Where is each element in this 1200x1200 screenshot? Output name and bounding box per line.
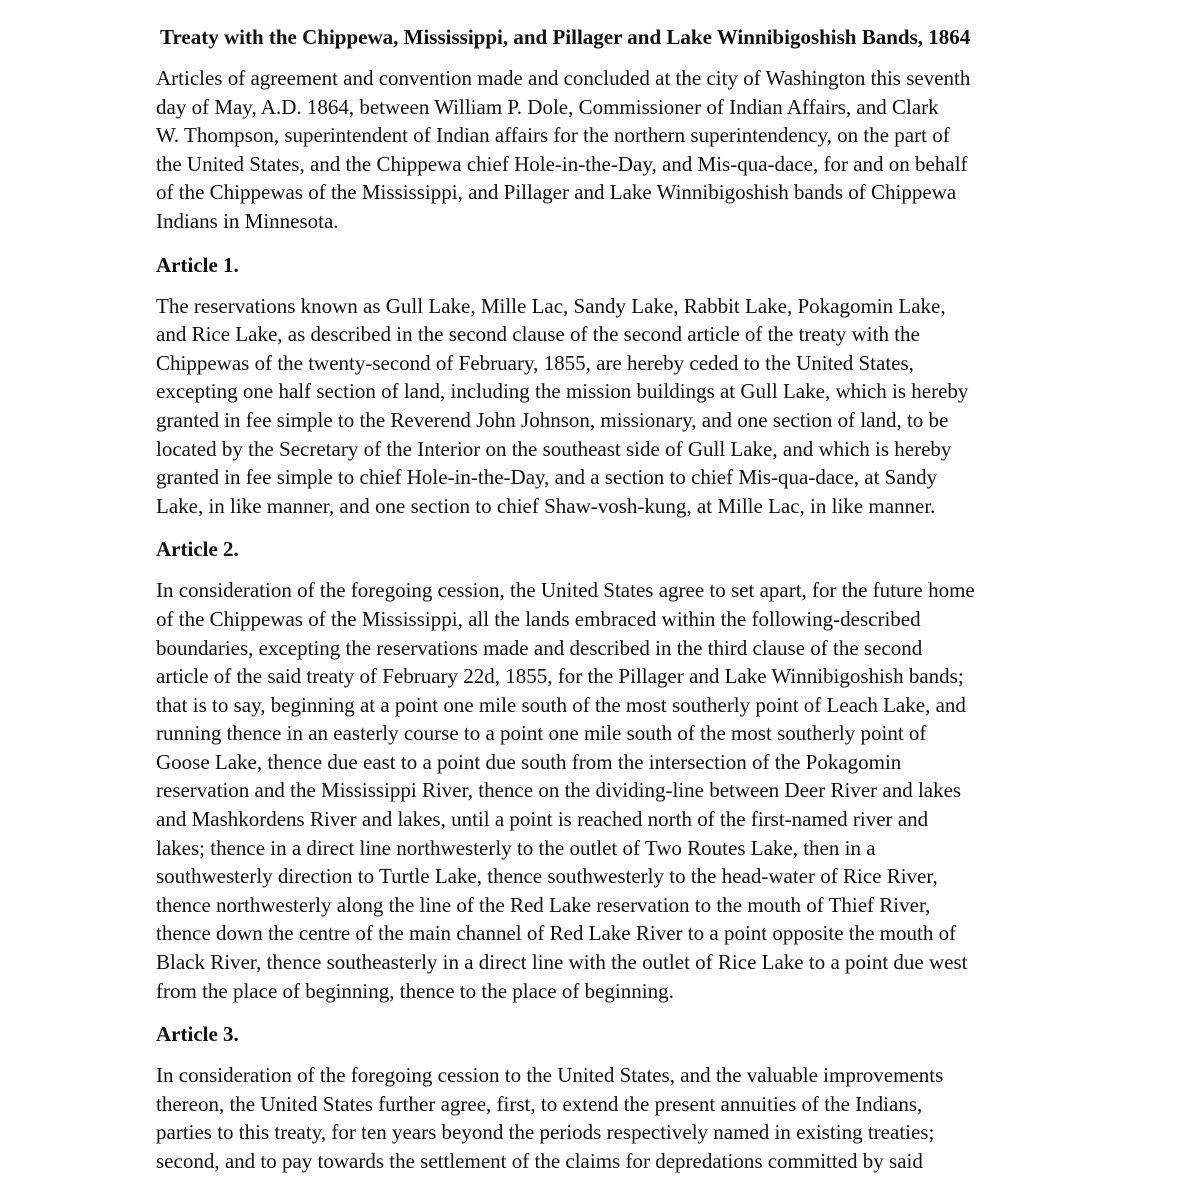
text-line: article of the said treaty of February 22d, 1855, for the Pillager and Lake Winnibigoshish bands; <box>156 664 964 689</box>
text-line: that is to say, beginning at a point one mile south of the most southerly point of Leach Lake, and <box>156 692 966 717</box>
text-line: In consideration of the foregoing cession, the United States agree to set apart, for the future home <box>156 578 975 603</box>
article-2-paragraph <box>156 576 1056 1005</box>
text-line: and Rice Lake, as described in the second clause of the second article of the treaty with the <box>156 322 920 347</box>
text-line: Articles of agreement and convention made and concluded at the city of Washington this seventh <box>156 66 971 90</box>
text-line: In consideration of the foregoing cession to the United States, and the valuable improvements <box>156 1063 944 1088</box>
text-line: Lake, in like manner, and one section to chief Shaw-vosh-kung, at Mille Lac, in like manner. <box>156 493 936 518</box>
text-line: thence northwesterly along the line of the Red Lake reservation to the mouth of Thief River, <box>156 892 931 917</box>
text-line: of the Chippewas of the Mississippi, all the lands embraced within the following-described <box>156 606 921 631</box>
text-line: southwesterly direction to Turtle Lake, thence southwesterly to the head-water of Rice River, <box>156 864 938 889</box>
text-line: granted in fee simple to the Reverend John Johnson, missionary, and one section of land, to be <box>156 407 949 432</box>
text-line: Black River, thence southeasterly in a direct line with the outlet of Rice Lake to a point due west <box>156 950 968 975</box>
preamble-paragraph <box>156 64 1056 236</box>
text-line: Chippewas of the twenty-second of February, 1855, are hereby ceded to the United States, <box>156 350 914 375</box>
text-line: granted in fee simple to chief Hole-in-the-Day, and a section to chief Mis-qua-dace, at Sandy <box>156 465 938 490</box>
text-line: Goose Lake, thence due east to a point due south from the intersection of the Pokagomin <box>156 749 902 774</box>
text-line: thence down the centre of the main channel of Red Lake River to a point opposite the mouth of <box>156 921 957 946</box>
text-line: lakes; thence in a direct line northwesterly to the outlet of Two Routes Lake, then in a <box>156 835 876 860</box>
text-line: of the Chippewas of the Mississippi, and Pillager and Lake Winnibigoshish bands of Chippewa <box>156 180 957 205</box>
article-2-heading: Article 2. <box>156 537 239 562</box>
text-line: W. Thompson, superintendent of Indian affairs for the northern superintendency, on the part of <box>156 123 950 148</box>
text-line: from the place of beginning, thence to the place of beginning. <box>156 978 674 1003</box>
article-1-paragraph <box>156 292 1056 521</box>
text-line: day of May, A.D. 1864, between William P. Dole, Commissioner of Indian Affairs, and Clark <box>156 94 939 119</box>
text-line: boundaries, excepting the reservations made and described in the third clause of the second <box>156 635 923 660</box>
text-line: running thence in an easterly course to a point one mile south of the most southerly point of <box>156 721 927 746</box>
text-line: parties to this treaty, for ten years beyond the periods respectively named in existing treaties; <box>156 1120 935 1145</box>
document-title: Treaty with the Chippewa, Mississippi, and Pillager and Lake Winnibigoshish Bands, 1864 <box>160 25 971 49</box>
article-1-heading: Article 1. <box>156 252 239 277</box>
text-line: excepting one half section of land, including the mission buildings at Gull Lake, which is hereby <box>156 379 969 404</box>
text-line: second, and to pay towards the settlement of the claims for depredations committed by said <box>156 1149 923 1173</box>
text-line: The reservations known as Gull Lake, Mille Lac, Sandy Lake, Rabbit Lake, Pokagomin Lake, <box>156 293 946 318</box>
text-line: located by the Secretary of the Interior on the southeast side of Gull Lake, and which is hereby <box>156 436 952 461</box>
article-3-paragraph <box>156 1061 1056 1175</box>
text-line: and Mashkordens River and lakes, until a point is reached north of the first-named river and <box>156 807 929 832</box>
text-line: reservation and the Mississippi River, thence on the dividing-line between Deer River and lakes <box>156 778 962 803</box>
text-line: thereon, the United States further agree, first, to extend the present annuities of the Indians, <box>156 1091 923 1116</box>
document-page <box>156 22 1056 1190</box>
text-line: Indians in Minnesota. <box>156 208 339 233</box>
article-3-heading: Article 3. <box>156 1022 239 1047</box>
text-line: the United States, and the Chippewa chief Hole-in-the-Day, and Mis-qua-dace, for and on behalf <box>156 151 968 176</box>
